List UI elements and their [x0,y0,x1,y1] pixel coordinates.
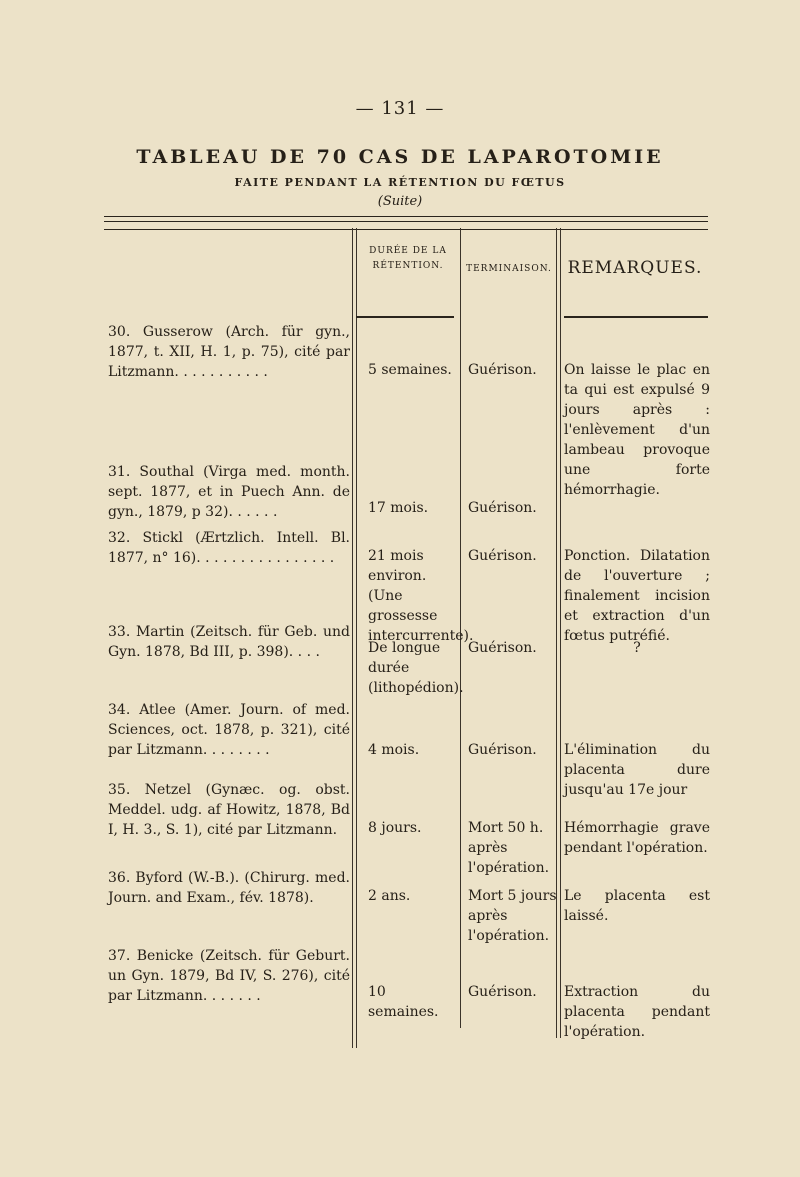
table-row-observation: 33. Martin (Zeitsch. für Geb. und Gyn. 1878, Bd III, p. 398). . . . [108,624,350,660]
table-row-duration: 17 mois. [368,500,429,516]
header-duration: DURÉE DE LA RÉTENTION. [369,246,447,271]
table-row-remarks: Le placenta est laissé. [564,888,710,924]
top-rule-third [104,229,708,230]
table-row-remarks: ? [633,640,641,656]
table-title: TABLEAU DE 70 CAS DE LAPAROTOMIE [136,146,664,168]
header-termination: TERMINAISON. [466,264,552,274]
table-row-termination: Guérison. [468,984,537,1000]
table-row-observation: 32. Stickl (Ærtzlich. Intell. Bl. 1877, n° 16). . . . . . . . . . . . . . . . [108,530,350,566]
table-row-duration: 10 semaines. [368,984,439,1020]
table-row-observation: 34. Atlee (Amer. Journ. of med. Sciences, oct. 1878, p. 321), cité par Litzmann. . . . . . . . [108,702,350,758]
table-row-observation: 37. Benicke (Zeitsch. für Geburt. un Gyn. 1879, Bd IV, S. 276), cité par Litzmann. . . . . . . [108,948,350,1004]
page-number: — 131 — [355,98,445,119]
table-row-termination: Guérison. [468,362,537,378]
table-row-duration: 4 mois. [368,742,420,758]
table-row-observation: 30. Gusserow (Arch. für gyn., 1877, t. XII, H. 1, p. 75), cité par Litzmann. . . . . . . . . . . [108,324,350,380]
header-rule-remarks [564,316,708,318]
table-row-remarks: On laisse le plac en ta qui est expulsé 9 jours après : l'enlèvement d'un lambeau provoque une forte hémorrhagie. [564,362,710,498]
table-row-duration: 2 ans. [368,888,411,904]
table-row-termination: Guérison. [468,548,537,564]
table-row-termination: Mort 50 h. après l'opération. [468,820,550,876]
table-row-duration: 8 jours. [368,820,422,836]
table-row-termination: Guérison. [468,500,537,516]
top-rule-second [104,221,708,222]
table-row-duration: 21 mois environ. (Une grossesse intercurrente). [368,548,474,644]
table-row-termination: Mort 5 jours après l'opération. [468,888,557,944]
table-row-duration: De longue durée (lithopédion). [368,640,464,696]
header-remarks: REMARQUES. [567,258,703,278]
top-rule [104,216,708,217]
table-row-remarks: Ponction. Dilatation de l'ouverture ; finalement incision et extraction d'un fœtus putréfié. [564,548,710,644]
table-row-duration: 5 semaines. [368,362,452,378]
table-row-termination: Guérison. [468,640,537,656]
table-row-remarks: Hémorrhagie grave pendant l'opération. [564,820,710,856]
column-divider-observation [352,228,357,1048]
continued-label: (Suite) [377,194,423,209]
table-row-observation: 31. Southal (Virga med. month. sept. 1877, et in Puech Ann. de gyn., 1879, p 32). . . . . . [108,464,350,520]
table-row-remarks: Extraction du placenta pendant l'opération. [564,984,710,1040]
table-subtitle: FAITE PENDANT LA RÉTENTION DU FŒTUS [234,176,566,189]
table-row-remarks: L'élimination du placenta dure jusqu'au 17e jour [564,742,710,798]
table-row-termination: Guérison. [468,742,537,758]
header-rule-duration [356,316,454,318]
table-row-observation: 35. Netzel (Gynæc. og. obst. Meddel. udg. af Howitz, 1878, Bd I, H. 3., S. 1), cité par Litzmann. [108,782,350,838]
table-row-observation: 36. Byford (W.-B.). (Chirurg. med. Journ. and Exam., fév. 1878). [108,870,350,906]
